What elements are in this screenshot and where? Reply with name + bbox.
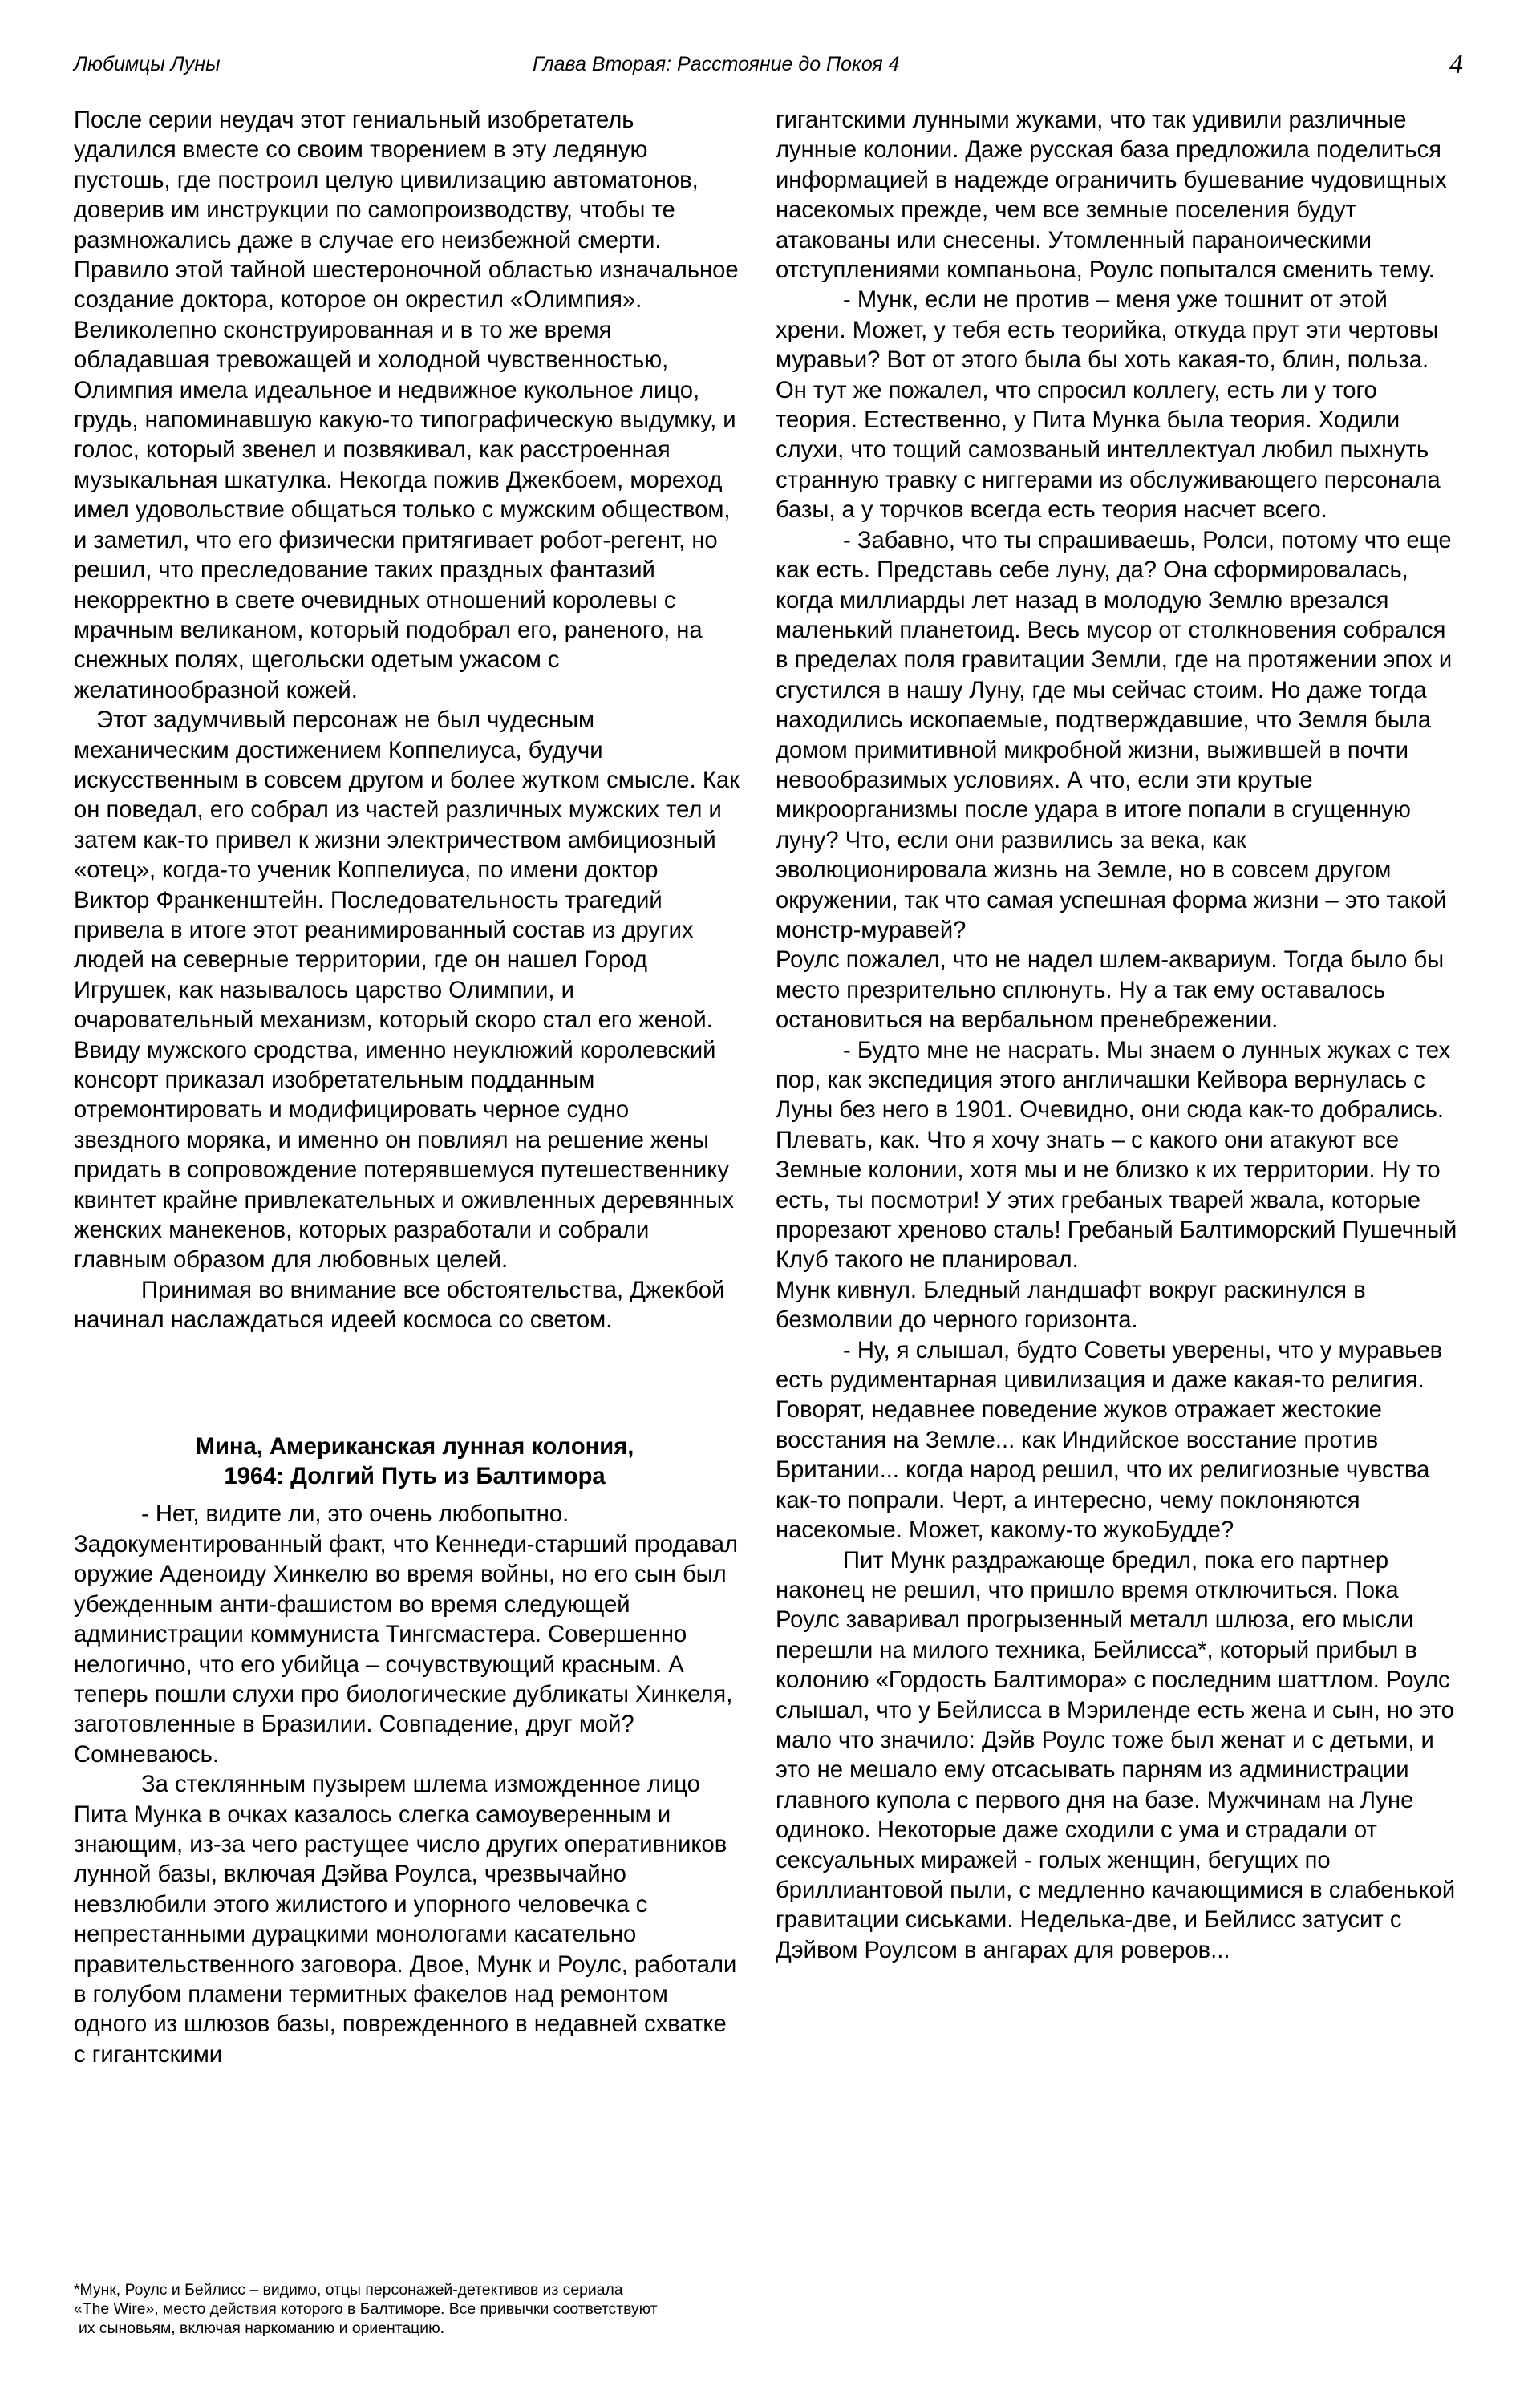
left-column (74, 106, 740, 2070)
paragraph: Пит Мунк раздражающе бредил, пока его партнер наконец не решил, что пришло время отключиться. Пока Роулс заваривал прогрызенный металл шлюза, его мысли перешли на милого техника, Бейлисса*, который прибыл в колонию «Гордость Балтимора» с последним шаттлом. Роулс слышал, что у Бейлисса в Мэриленде есть жена и сын, но это мало что значило: Дэйв Роулс тоже был женат и с детьми, и это не мешало ему отсасывать парням из администрации главного купола с первого дня на базе. Мужчинам на Луне одиноко. Некоторые даже сходили с ума и страдали от сексуальных миражей - голых женщин, бегущих по бриллиантовой пыли, с медленно качающимися в слабенькой гравитации сиськами. Неделька-две, и Бейлисс затусит с Дэйвом Роулсом в ангарах для роверов... (776, 1547, 1456, 1963)
paragraph: - Забавно, что ты спрашиваешь, Ролси, потому что еще как есть. Представь себе луну, да? Она сформировалась, когда миллиарды лет назад в молодую Землю врезался маленький планетоид. Весь мусор от столкновения собрался в пределах поля гравитации Земли, где на протяжении эпох и сгустился в нашу Луну, где мы сейчас стоим. Но даже тогда находились ископаемые, подтверждавшие, что Земля была домом примитивной микробной жизни, выжившей в почти невообразимых условиях. А что, если эти крутые микроорганизмы после удара в итоге попали в сгущенную луну? Что, если они развились за века, как эволюционировала жизнь на Земле, но в совсем другом окружении, так что самая успешная форма жизни – это такой монстр-муравей? (776, 527, 1453, 943)
footnote-line: «The Wire», место действия которого в Балтиморе. Все привычки соответствуют (74, 2300, 658, 2318)
paragraph: Роулс пожалел, что не надел шлем-аквариум. Тогда было бы место презрительно сплюнуть. Ну а так ему оставалось остановиться на вербальном пренебрежении. (776, 947, 1445, 1034)
section-title-line-1: Мина, Американская лунная колония, (195, 1433, 634, 1460)
page-header (74, 50, 1466, 85)
paragraph: гигантскими лунными жуками, что так удивили различные лунные колонии. Даже русская база предложила поделиться информацией в надежде ограничить бушевание чудовищных насекомых прежде, чем все земные поселения будут атакованы или снесены. Утомленный параноическими отступлениями компаньона, Роулс попытался сменить тему. (776, 107, 1447, 284)
footnote (74, 2280, 876, 2338)
right-column (776, 106, 1462, 1966)
paragraph: Этот задумчивый персонаж не был чудесным механическим достижением Коппелиуса, будучи искусственным в совсем другом и более жутком смысле. Как он поведал, его собрал из частей различных мужских тел и затем как-то привел к жизни электричеством амбициозный «отец», когда-то ученик Коппелиуса, по имени доктор Виктор Франкенштейн. Последовательность трагедий привела в итоге этот реанимированный состав из других людей на северные территории, где он нашел Город Игрушек, как называлось царство Олимпии, и очаровательный механизм, который скоро стал его женой. Ввиду мужского сродства, именно неуклюжий королевский консорт приказал изобретательным подданным отремонтировать и модифицировать черное судно звездного моряка, и именно он повлиял на решение жены придать в сопровождение потерявшемуся путешественнику квинтет крайне привлекательных и оживленных деревянных женских манекенов, которых разработали и собрали главным образом для любовных целей. (74, 707, 740, 1274)
paragraph: После серии неудач этот гениальный изобретатель удалился вместе со своим творением в эту ледяную пустошь, где построил целую цивилизацию автоматонов, доверив им инструкции по самопроизводству, чтобы те размножались даже в случае его неизбежной смерти. Правило этой тайной шестероночной областью изначальное создание доктора, которое он окрестил «Олимпия». Великолепно сконструированная и в то же время обладавшая тревожащей и холодной чувственностью, Олимпия имела идеальное и недвижное кукольное лицо, грудь, напоминавшую какую-то типографическую выдумку, и голос, который звенел и позвякивал, как расстроенная музыкальная шкатулка. Некогда пожив Джекбоем, мореход имел удовольствие общаться только с мужским обществом, и заметил, что его физически притягивает робот-регент, но решил, что преследование таких праздных фантазий некорректно в свете очевидных отношений королевы с мрачным великаном, который подобрал его, раненого, на снежных полях, щегольски одетым ужасом с желатинообразной кожей. (74, 107, 739, 703)
paragraph: - Мунк, если не против – меня уже тошнит от этой хрени. Может, у тебя есть теорийка, откуда прут эти чертовы муравьи? Вот от этого была бы хоть какая-то, блин, польза. (776, 287, 1439, 374)
paragraph: - Ну, я слышал, будто Советы уверены, что у муравьев есть рудиментарная цивилизация и даже какая-то религия. Говорят, недавнее поведение жуков отражает жестокие восстания на Земле... как Индийское восстание против Британии... когда народ решил, что их религиозные чувства как-то попрали. Черт, а интересно, чему поклоняются насекомые. Может, какому-то жукоБудде? (776, 1337, 1443, 1544)
paragraph: Мунк кивнул. Бледный ландшафт вокруг раскинулся в безмолвии до черного горизонта. (776, 1277, 1366, 1334)
paragraph: Принимая во внимание все обстоятельства, Джекбой начинал наслаждаться идеей космоса со светом. (74, 1277, 725, 1334)
paragraph: Он тут же пожалел, что спросил коллегу, есть ли у того теория. Естественно, у Пита Мунка была теория. Ходили слухи, что тощий самозваный интеллектуал любил пыхнуть странную травку с ниггерами из обслуживающего персонала базы, а у торчков всегда есть теория насчет всего. (776, 377, 1441, 524)
paragraph: За стеклянным пузырем шлема изможденное лицо Пита Мунка в очках казалось слегка самоуверенным и знающим, из-за чего растущее число других оперативников лунной базы, включая Дэйва Роулса, чрезвычайно невзлюбили этого жилистого и упорного человечка с непрестанными дурацкими монологами касательно правительственного заговора. Двое, Мунк и Роулс, работали в голубом пламени термитных факелов над ремонтом одного из шлюзов базы, поврежденного в недавней схватке с гигантскими (74, 1772, 737, 2068)
paragraph: - Будто мне не насрать. Мы знаем о лунных жуках с тех пор, как экспедиция этого англичашки Кейвора вернулась с Луны без него в 1901. Очевидно, они сюда как-то добрались. Плевать, как. Что я хочу знать – с какого они атакуют все Земные колонии, хотя мы и не близко к их территории. Ну то есть, ты посмотри! У этих гребаных тварей жвала, которые прорезают хреново сталь! Гребаный Балтиморский Пушечный Клуб такого не планировал. (776, 1037, 1457, 1274)
book-title: Любимцы Луны (74, 53, 221, 75)
paragraph: - Нет, видите ли, это очень любопытно. Задокументированный факт, что Кеннеди-старший продавал оружие Аденоиду Хинкелю во время войны, но его сын был убежденным анти-фашистом во время следующей администрации коммуниста Тингсмастера. Совершенно нелогично, что его убийца – сочувствующий красным. А теперь пошли слухи про биологические дубликаты Хинкеля, заготовленные в Бразилии. Совпадение, друг мой? Сомневаюсь. (74, 1501, 739, 1768)
page-number: 4 (1449, 50, 1463, 79)
section-spacer (74, 1336, 740, 1432)
footnote-line: *Мунк, Роулс и Бейлисс – видимо, отцы персонажей-детективов из сериала (74, 2281, 623, 2299)
chapter-title: Глава Вторая: Расстояние до Покоя 4 (533, 53, 900, 75)
footnote-line: их сыновьям, включая наркоманию и ориентацию. (79, 2319, 445, 2337)
section-title-line-2: 1964: Долгий Путь из Балтимора (224, 1464, 606, 1490)
